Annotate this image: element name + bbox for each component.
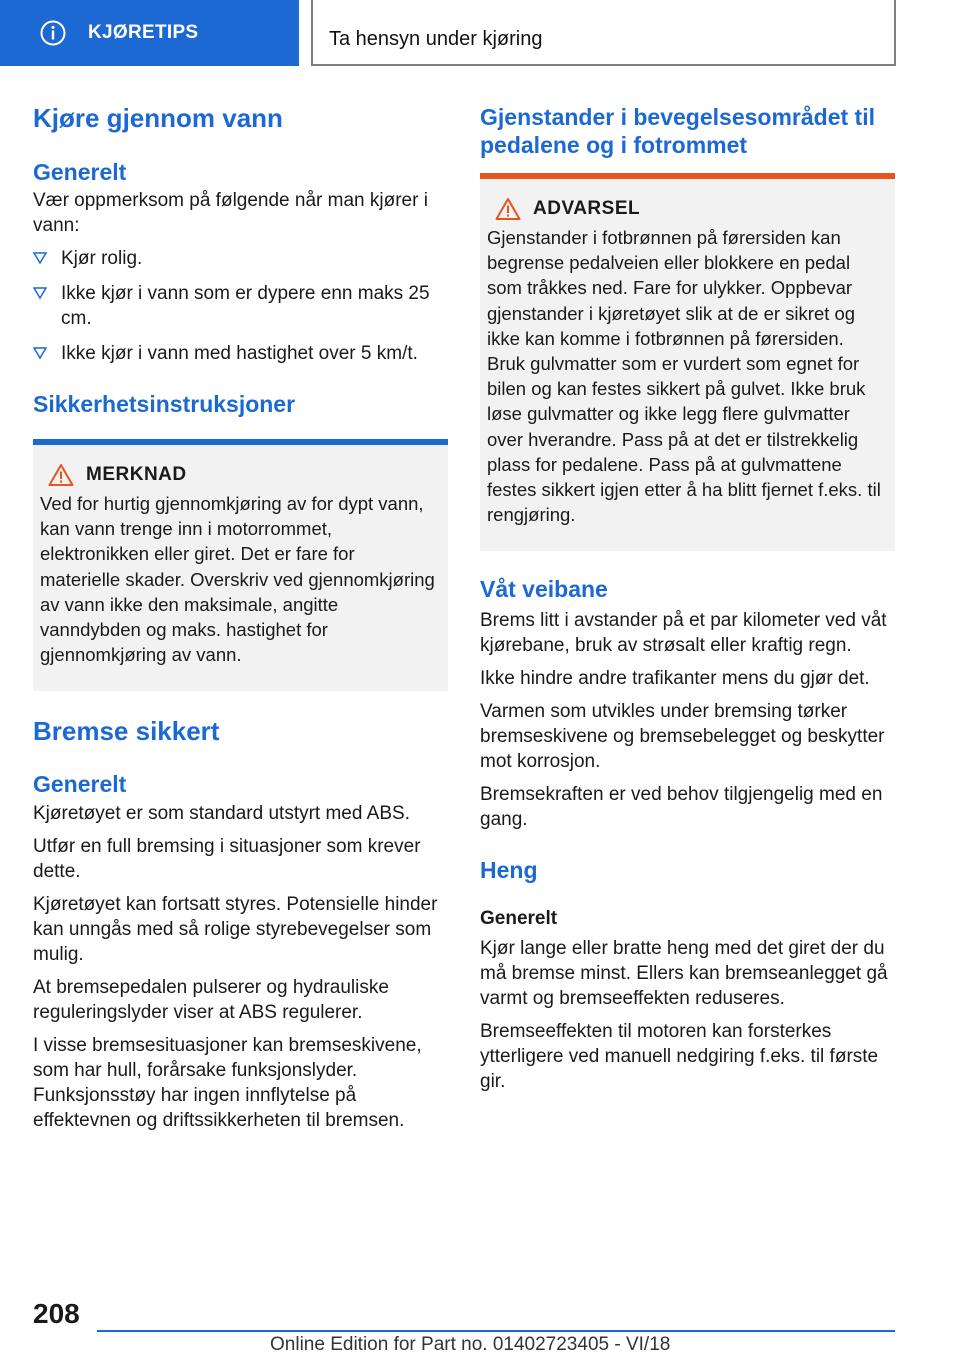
warning-label: ADVARSEL (533, 198, 641, 219)
brakes-paragraph: Utfør en full bremsing i situasjoner som krever dette. (33, 835, 421, 882)
wet-paragraph: Varmen som utvikles under bremsing tørker bremseskivene og bremsebelegget og beskytter mot korrosjon. (480, 701, 885, 773)
safety-heading: Sikkerhetsinstruksjoner (33, 391, 296, 418)
slope-general-heading: Generelt (480, 907, 558, 929)
section-label: KJØRETIPS (88, 22, 199, 43)
slope-paragraph: Kjør lange eller bratte heng med det giret der du må bremse minst. Ellers kan bremseanlegget gå varmt og bremseeffekten reduseres. (480, 937, 888, 1009)
list-item: Kjør rolig. (33, 246, 448, 271)
wet-paragraph: Ikke hindre andre trafikanter mens du gjør det. (480, 668, 870, 690)
brakes-paragraph: Kjøretøyet kan fortsatt styres. Potensielle hinder kan unngås med så rolige styrebevegelser som mulig. (33, 893, 438, 965)
pedals-title: Gjenstander i bevegelsesområdet til pedalene og i fotrommet (480, 104, 875, 158)
warning-text: Gjenstander i fotbrønnen på førersiden kan begrense pedalveien eller blokkere en pedal som tråkkes ned. Fare for ulykker. Oppbevar gjenstander i kjøretøyet slik at de er sikret og ikke kan komme i fotbrønnen på førersiden. Bruk gulvmatter som er vurdert som egnet for bilen og kan festes sikkert på gulvet. Ikke bruk løse gulvmatter og ikke legg flere gulvmatter over hverandre. Pass på at det er tilstrekkelig plass for pedalene. Pass på at gulvmattene festes sikkert igjen etter å ha blitt fjernet f.eks. til rengjøring. (487, 227, 881, 526)
water-intro: Vær oppmerksom på følgende når man kjører i vann: (33, 190, 428, 237)
wet-paragraph: Bremsekraften er ved behov tilgjengelig med en gang. (480, 784, 883, 831)
wet-road-title: Våt veibane (480, 576, 608, 603)
notice-box (33, 439, 448, 691)
warning-triangle-icon (48, 463, 74, 487)
slope-paragraph: Bremseeffekten til motoren kan forsterkes ytterligere ved manuell nedgiring f.eks. til første gir. (480, 1020, 879, 1092)
triangle-bullet-icon (33, 347, 47, 359)
slope-title: Heng (480, 857, 538, 884)
edition-text: Online Edition for Part no. 01402723405 - VI/18 (270, 1334, 671, 1355)
list-item: Ikke kjør i vann med hastighet over 5 km/t. (33, 341, 448, 366)
brakes-paragraph: Kjøretøyet er som standard utstyrt med ABS. (33, 802, 410, 824)
page-number: 208 (33, 1298, 80, 1329)
triangle-bullet-icon (33, 252, 47, 264)
footer-divider (97, 1330, 895, 1332)
brakes-general-heading: Generelt (33, 770, 127, 797)
wet-paragraph: Brems litt i avstander på et par kilometer ved våt kjørebane, bruk av strøsalt eller kraftig regn. (480, 610, 887, 657)
brakes-title: Bremse sikkert (33, 716, 220, 747)
triangle-bullet-icon (33, 287, 47, 299)
water-bullet-list (33, 246, 448, 366)
notice-text: Ved for hurtig gjennomkjøring av for dypt vann, kan vann trenge inn i motorrommet, elektronikken eller giret. Det er fare for materielle skader. Overskriv ved gjennomkjøring av vann ikke den maksimale, angitte vanndybden og maks. hastighet for gjennomkjøring av vann. (40, 493, 435, 666)
water-title: Kjøre gjennom vann (33, 103, 283, 133)
chapter-title: Ta hensyn under kjøring (311, 0, 896, 66)
list-item: Ikke kjør i vann som er dypere enn maks 25 cm. (33, 281, 448, 331)
water-general-heading: Generelt (33, 158, 127, 185)
section-tab (0, 0, 299, 66)
right-column (480, 98, 895, 1094)
warning-triangle-icon (495, 197, 521, 221)
left-column (33, 98, 448, 1133)
brakes-paragraph: I visse bremsesituasjoner kan bremseskivene, som har hull, forårsake funksjonslyder. Funksjonsstøy har ingen innflytelse på effektevnen og driftssikkerheten til bremsen. (33, 1034, 422, 1131)
brakes-paragraph: At bremsepedalen pulserer og hydrauliske reguleringslyder viser at ABS regulerer. (33, 976, 389, 1023)
notice-label: MERKNAD (86, 464, 187, 485)
warning-box (480, 173, 895, 551)
info-circle-icon (40, 20, 66, 46)
